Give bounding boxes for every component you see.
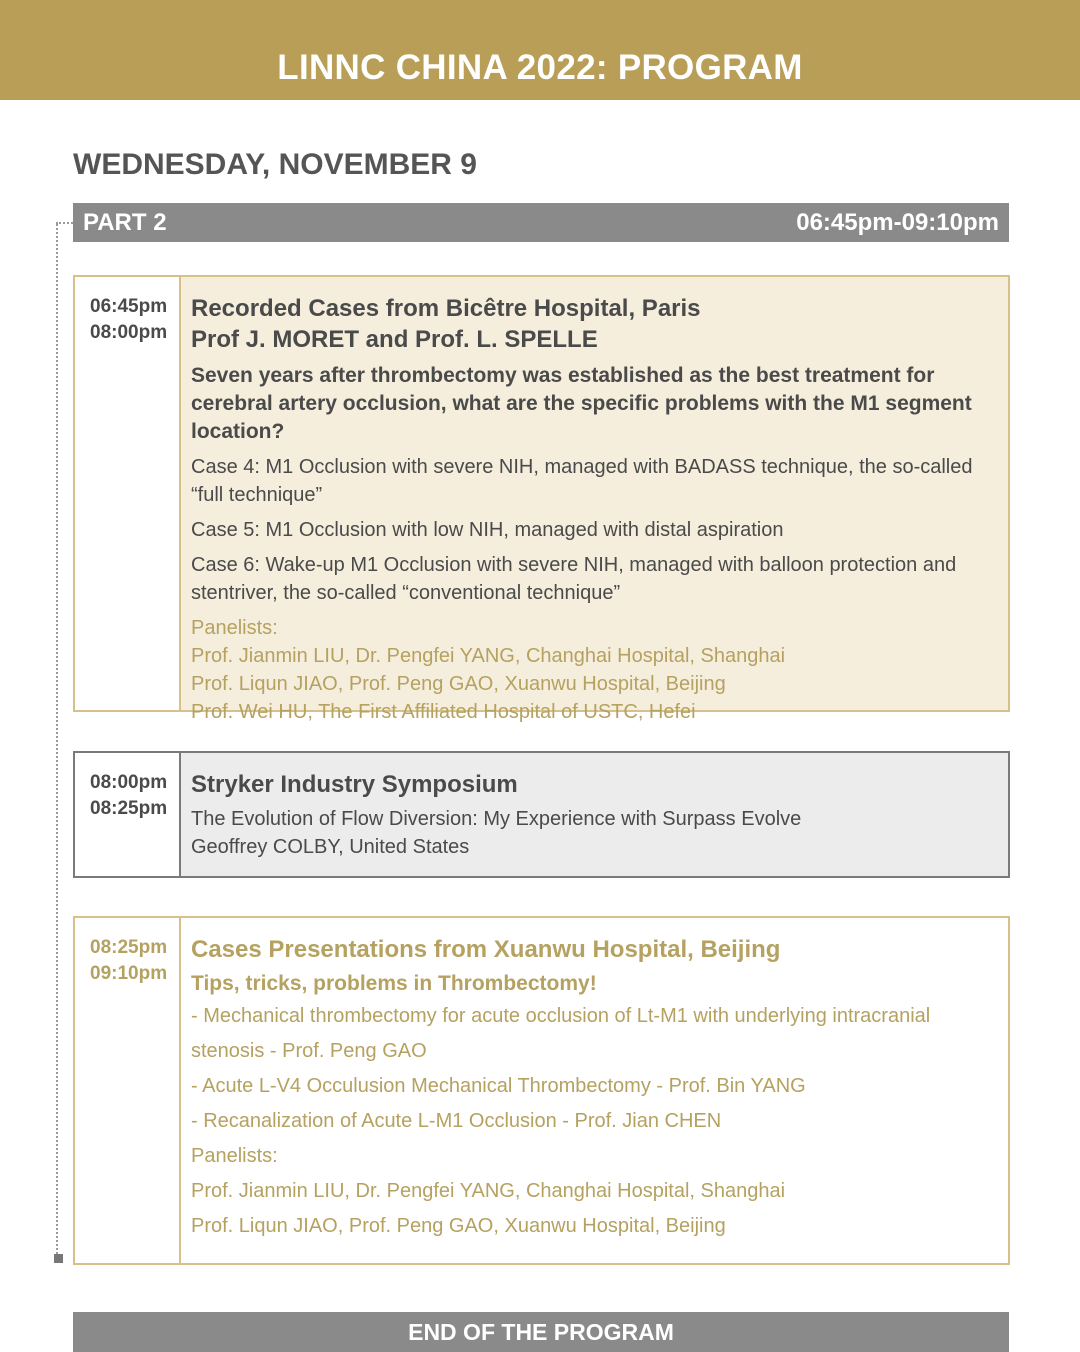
session-speakers: Prof J. MORET and Prof. L. SPELLE	[191, 326, 598, 353]
talk-title: The Evolution of Flow Diversion: My Experience with Surpass Evolve	[191, 808, 802, 830]
session-title: Cases Presentations from Xuanwu Hospital, Beijing	[191, 936, 781, 963]
part-time: 06:45pm-09:10pm	[796, 208, 999, 236]
panelists-heading: Panelists:	[191, 617, 278, 639]
talk-item: - Mechanical thrombectomy for acute occlusion of Lt-M1 with underlying intracranial	[191, 1005, 931, 1027]
session-time	[75, 753, 181, 876]
panelist-item: Prof. Jianmin LIU, Dr. Pengfei YANG, Changhai Hospital, Shanghai	[191, 1180, 786, 1202]
program-title: LINNC CHINA 2022: PROGRAM	[277, 48, 803, 87]
session-content	[181, 918, 1008, 1263]
session-start-time: 08:25pm	[90, 937, 168, 958]
case-item: Case 4: M1 Occlusion with severe NIH, managed with BADASS technique, the so-called “full technique”	[191, 456, 973, 506]
session-content	[181, 753, 1008, 876]
session-recorded-cases	[73, 275, 1010, 723]
session-end-time: 08:25pm	[90, 798, 168, 819]
part-label: PART 2	[83, 208, 167, 236]
session-content	[181, 277, 1008, 723]
session-start-time: 08:00pm	[90, 772, 168, 793]
session-start-time: 06:45pm	[90, 296, 168, 317]
session-title: Stryker Industry Symposium	[191, 771, 518, 798]
session-end-time: 09:10pm	[90, 963, 168, 984]
panelist-item: Prof. Wei HU, The First Affiliated Hospital of USTC, Hefei	[191, 701, 696, 723]
panelist-item: Prof. Liqun JIAO, Prof. Peng GAO, Xuanwu Hospital, Beijing	[191, 673, 726, 695]
session-time	[75, 918, 181, 1263]
session-title: Recorded Cases from Bicêtre Hospital, Paris	[191, 295, 701, 322]
panelists-heading: Panelists:	[191, 1145, 278, 1167]
panelist-item: Prof. Jianmin LIU, Dr. Pengfei YANG, Changhai Hospital, Shanghai	[191, 645, 786, 667]
talk-item: stenosis - Prof. Peng GAO	[191, 1040, 427, 1062]
timeline-line	[56, 224, 61, 1258]
timeline-end-marker	[54, 1254, 63, 1263]
part-bar	[73, 203, 1009, 242]
case-item: Case 5: M1 Occlusion with low NIH, managed with distal aspiration	[191, 519, 784, 541]
case-item: Case 6: Wake-up M1 Occlusion with severe NIH, managed with balloon protection and stentriver, the so-called “conventional technique”	[191, 554, 957, 604]
talk-item: - Recanalization of Acute L-M1 Occlusion - Prof. Jian CHEN	[191, 1110, 722, 1132]
day-title: WEDNESDAY, NOVEMBER 9	[73, 148, 477, 181]
session-question: Seven years after thrombectomy was established as the best treatment for cerebral artery occlusion, what are the specific problems with the M1 segment location?	[191, 364, 972, 443]
program-header	[0, 0, 1080, 100]
panelist-item: Prof. Liqun JIAO, Prof. Peng GAO, Xuanwu Hospital, Beijing	[191, 1215, 726, 1237]
talk-speaker: Geoffrey COLBY, United States	[191, 836, 470, 858]
end-of-program-bar: END OF THE PROGRAM	[73, 1312, 1009, 1352]
session-stryker-symposium	[73, 751, 1010, 878]
talk-item: - Acute L-V4 Occulusion Mechanical Thrombectomy - Prof. Bin YANG	[191, 1075, 806, 1097]
session-xuanwu-cases	[73, 916, 1010, 1265]
session-time	[75, 277, 181, 710]
session-end-time: 08:00pm	[90, 322, 168, 343]
session-subtitle: Tips, tricks, problems in Thrombectomy!	[191, 972, 597, 995]
